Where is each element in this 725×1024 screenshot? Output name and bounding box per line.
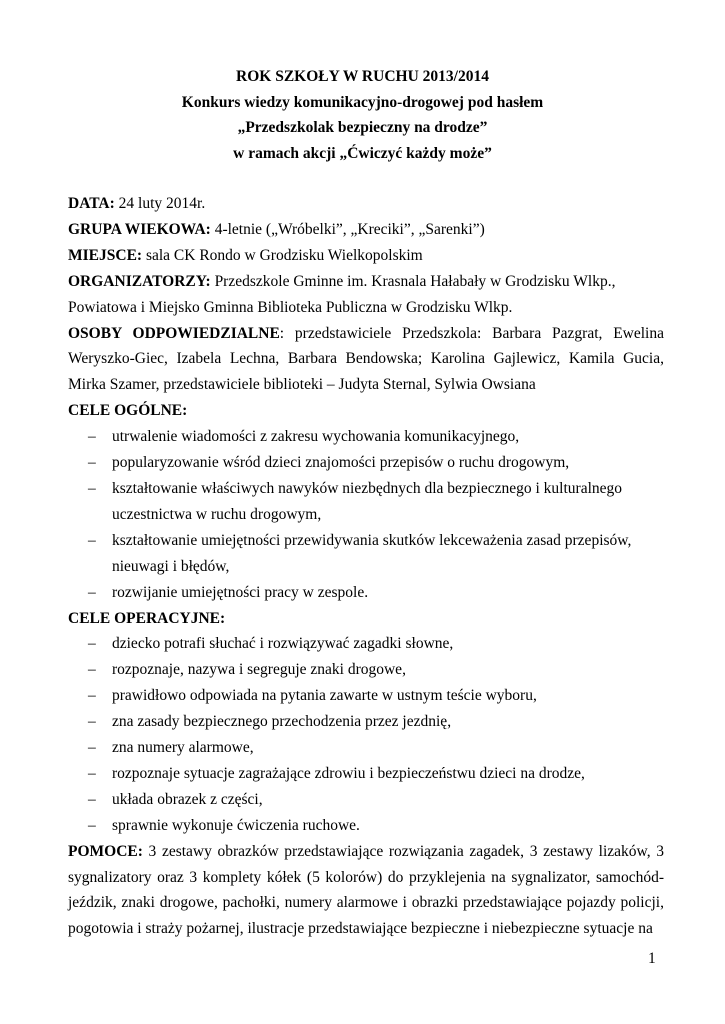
operational-goals-list xyxy=(68,631,664,838)
dash-bullet: – xyxy=(88,428,96,446)
dash-bullet: – xyxy=(88,454,96,472)
info-organizers xyxy=(68,269,664,295)
teaching-aids xyxy=(68,839,664,943)
place-value: sala CK Rondo w Grodzisku Wielkopolskim xyxy=(142,246,423,264)
title-line-motto: „Przedszkolak bezpieczny na drodze” xyxy=(237,119,488,137)
responsible-label: OSOBY ODPOWIEDZIALNE xyxy=(68,324,280,342)
operational-goals-heading: CELE OPERACYJNE: xyxy=(68,609,226,627)
list-item-text: zna zasady bezpiecznego przechodzenia przez jezdnię, xyxy=(112,713,452,731)
title-line-school-year: ROK SZKOŁY W RUCHU 2013/2014 xyxy=(236,68,489,85)
info-organizers-cont xyxy=(68,295,664,321)
list-item xyxy=(68,813,664,839)
place-label: MIEJSCE: xyxy=(68,246,143,264)
list-item-text: kształtowanie właściwych nawyków niezbędnych dla bezpiecznego i kulturalnego uczestnictwa w ruchu drogowym, xyxy=(112,479,623,523)
info-place xyxy=(68,243,664,269)
teaching-aids-value: 3 zestawy obrazków przedstawiające rozwiązania zagadek, 3 zestawy lizaków, 3 sygnalizatory oraz 3 komplety kółek (5 kolorów) do przyklejenia na sygnalizator, samochód-jeździk, znaki drogowe, pachołki, numery alarmowe i obrazki przedstawiające pojazdy policji, pogotowia i straży pożarnej, ilustracje przedstawiające bezpieczne i niebezpieczne sytuacje na xyxy=(68,842,664,938)
list-item xyxy=(68,631,664,657)
page-number: 1 xyxy=(648,950,656,967)
list-item-text: kształtowanie umiejętności przewidywania skutków lekceważenia zasad przepisów, nieuwagi i błędów, xyxy=(112,531,632,575)
age-group-label: GRUPA WIEKOWA: xyxy=(68,220,211,238)
list-item-text: zna numery alarmowe, xyxy=(112,739,254,757)
list-item xyxy=(68,735,664,761)
dash-bullet: – xyxy=(88,764,96,782)
list-item-text: popularyzowanie wśród dzieci znajomości przepisów o ruchu drogowym, xyxy=(112,454,570,472)
list-item xyxy=(68,424,664,450)
teaching-aids-label: POMOCE: xyxy=(68,842,143,860)
date-label: DATA: xyxy=(68,195,115,212)
title-line-campaign: w ramach akcji „Ćwiczyć każdy może” xyxy=(233,144,492,162)
list-item xyxy=(68,450,664,476)
dash-bullet: – xyxy=(88,713,96,731)
list-item-text: dziecko potrafi słuchać i rozwiązywać zagadki słowne, xyxy=(112,635,454,653)
list-item-text: rozpoznaje, nazywa i segreguje znaki drogowe, xyxy=(112,661,406,679)
info-age-group xyxy=(68,217,664,243)
dash-bullet: – xyxy=(88,635,96,653)
dash-bullet: – xyxy=(88,479,96,497)
document-body xyxy=(68,191,664,942)
list-item xyxy=(68,761,664,787)
list-item xyxy=(68,709,664,735)
dash-bullet: – xyxy=(88,687,96,705)
organizers-value: Przedszkole Gminne im. Krasnala Hałabały w Grodzisku Wlkp., xyxy=(210,272,616,290)
list-item xyxy=(68,683,664,709)
list-item-text: prawidłowo odpowiada na pytania zawarte w ustnym teście wyboru, xyxy=(112,687,537,705)
age-group-value: 4-letnie („Wróbelki”, „Kreciki”, „Sarenki”) xyxy=(210,220,485,238)
list-item-text: utrwalenie wiadomości z zakresu wychowania komunikacyjnego, xyxy=(112,428,520,446)
list-item xyxy=(68,580,664,606)
dash-bullet: – xyxy=(88,583,96,601)
info-date xyxy=(68,191,664,217)
list-item xyxy=(68,528,664,580)
list-item xyxy=(68,787,664,813)
document-title xyxy=(60,64,665,166)
dash-bullet: – xyxy=(88,816,96,834)
date-value: 24 luty 2014r. xyxy=(114,195,206,212)
general-goals-list xyxy=(68,424,664,605)
dash-bullet: – xyxy=(88,531,96,549)
list-item xyxy=(68,476,664,528)
list-item-text: układa obrazek z części, xyxy=(112,790,263,808)
list-item-text: rozwijanie umiejętności pracy w zespole. xyxy=(112,583,369,601)
title-line-contest: Konkurs wiedzy komunikacyjno-drogowej pod hasłem xyxy=(181,93,544,111)
list-item-text: rozpoznaje sytuacje zagrażające zdrowiu i bezpieczeństwu dzieci na drodze, xyxy=(112,764,585,782)
dash-bullet: – xyxy=(88,790,96,808)
organizers-value-2: Powiatowa i Miejsko Gminna Biblioteka Publiczna w Grodzisku Wlkp. xyxy=(68,298,513,316)
info-responsible xyxy=(68,321,664,399)
dash-bullet: – xyxy=(88,661,96,679)
organizers-label: ORGANIZATORZY: xyxy=(68,272,211,290)
list-item-text: sprawnie wykonuje ćwiczenia ruchowe. xyxy=(112,816,360,834)
responsible-value: : przedstawiciele Przedszkola: Barbara Pazgrat, Ewelina Weryszko-Giec, Izabela Lechna, Barbara Bendowska; Karolina Gajlewicz, Kamila Gucia, Mirka Szamer, przedstawiciele biblioteki – Judyta Sternal, Sylwia Owsiana xyxy=(68,324,664,394)
dash-bullet: – xyxy=(88,739,96,757)
list-item xyxy=(68,657,664,683)
general-goals-heading: CELE OGÓLNE: xyxy=(68,402,188,420)
